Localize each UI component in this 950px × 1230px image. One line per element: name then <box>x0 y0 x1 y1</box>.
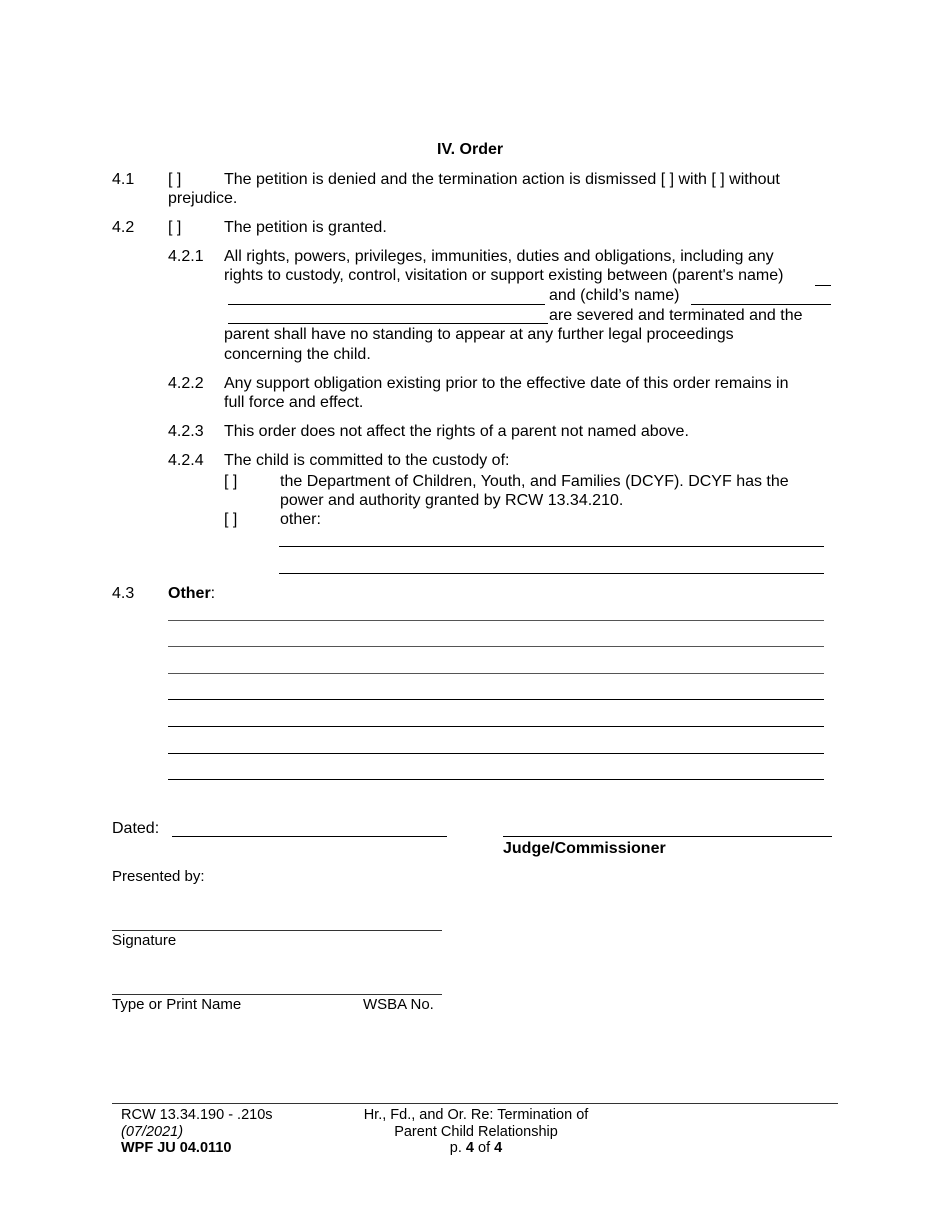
footer-form-id: WPF JU 04.0110 <box>121 1140 232 1156</box>
signature-label: Signature <box>112 932 177 949</box>
child-name-field[interactable] <box>228 323 548 324</box>
footer-date: (07/2021) <box>121 1124 184 1140</box>
item-4-1-text: The petition is denied and the termination action is dismissed [ ] with [ ] without <box>224 171 780 188</box>
other-custody-field-2[interactable] <box>279 573 824 574</box>
other-custody-field-1[interactable] <box>279 546 824 547</box>
other-line-1[interactable] <box>168 620 824 621</box>
item-4-2-text: The petition is granted. <box>224 219 387 236</box>
parent-name-field-start[interactable] <box>815 285 831 286</box>
item-4-3-label <box>168 584 215 604</box>
other-custody-label: other: <box>280 511 321 528</box>
item-4-2-1-line1: All rights, powers, privileges, immunities, duties and obligations, including any <box>224 248 774 265</box>
other-line-4[interactable] <box>168 699 824 700</box>
footer-title-line1: Hr., Fd., and Or. Re: Termination of <box>363 1107 589 1123</box>
checkbox-4-1[interactable]: [ ] <box>168 171 182 188</box>
item-4-2-1-line5: parent shall have no standing to appear at any further legal proceedings <box>224 326 734 343</box>
dated-label: Dated: <box>112 820 160 837</box>
item-4-2-1-line2: rights to custody, control, visitation or support existing between (parent's name) <box>224 267 784 284</box>
page-of: of <box>478 1140 491 1156</box>
dated-field[interactable] <box>172 836 447 837</box>
print-name-label: Type or Print Name <box>112 996 242 1013</box>
dcyf-line2: power and authority granted by RCW 13.34.210. <box>280 492 624 509</box>
page-total: 4 <box>494 1140 503 1156</box>
checkbox-other-custody[interactable]: [ ] <box>224 511 238 528</box>
page-current: 4 <box>465 1140 474 1156</box>
wsba-label: WSBA No. <box>363 996 434 1013</box>
parent-name-field[interactable] <box>228 304 545 305</box>
page-prefix: p. <box>449 1140 462 1156</box>
other-line-3[interactable] <box>168 673 824 674</box>
checkbox-dcyf[interactable]: [ ] <box>224 473 238 490</box>
item-number-4-2-3: 4.2.3 <box>168 423 204 440</box>
child-name-field-start[interactable] <box>691 304 831 305</box>
other-colon: : <box>210 585 216 602</box>
other-line-6[interactable] <box>168 753 824 754</box>
footer-title-line2: Parent Child Relationship <box>394 1124 558 1140</box>
other-line-2[interactable] <box>168 646 824 647</box>
item-number-4-1: 4.1 <box>112 171 135 188</box>
item-4-1-text-cont: prejudice. <box>168 190 238 207</box>
item-number-4-3: 4.3 <box>112 585 135 602</box>
footer-page-number <box>450 1140 502 1157</box>
checkbox-4-2[interactable]: [ ] <box>168 219 182 236</box>
item-4-2-2-line2: full force and effect. <box>224 394 364 411</box>
judge-label: Judge/Commissioner <box>503 840 666 857</box>
other-line-5[interactable] <box>168 726 824 727</box>
item-4-2-1-line6: concerning the child. <box>224 346 371 363</box>
item-number-4-2: 4.2 <box>112 219 135 236</box>
item-4-2-1-severed: are severed and terminated and the <box>549 307 803 324</box>
item-number-4-2-1: 4.2.1 <box>168 248 204 265</box>
item-number-4-2-4: 4.2.4 <box>168 452 204 469</box>
footer-rcw: RCW 13.34.190 - .210s <box>121 1107 273 1123</box>
judge-signature-line[interactable] <box>503 836 832 837</box>
other-heading: Other <box>168 585 211 602</box>
item-number-4-2-2: 4.2.2 <box>168 375 204 392</box>
section-title: IV. Order <box>437 141 504 158</box>
item-4-2-2-line1: Any support obligation existing prior to the effective date of this order remains in <box>224 375 789 392</box>
other-line-7[interactable] <box>168 779 824 780</box>
presented-by-label: Presented by: <box>112 868 205 885</box>
dcyf-line1: the Department of Children, Youth, and Families (DCYF). DCYF has the <box>280 473 789 490</box>
item-4-2-4-text: The child is committed to the custody of: <box>224 452 510 469</box>
childs-name-label: and (child’s name) <box>549 287 680 304</box>
item-4-2-3-text: This order does not affect the rights of a parent not named above. <box>224 423 689 440</box>
footer-rule <box>112 1103 838 1104</box>
